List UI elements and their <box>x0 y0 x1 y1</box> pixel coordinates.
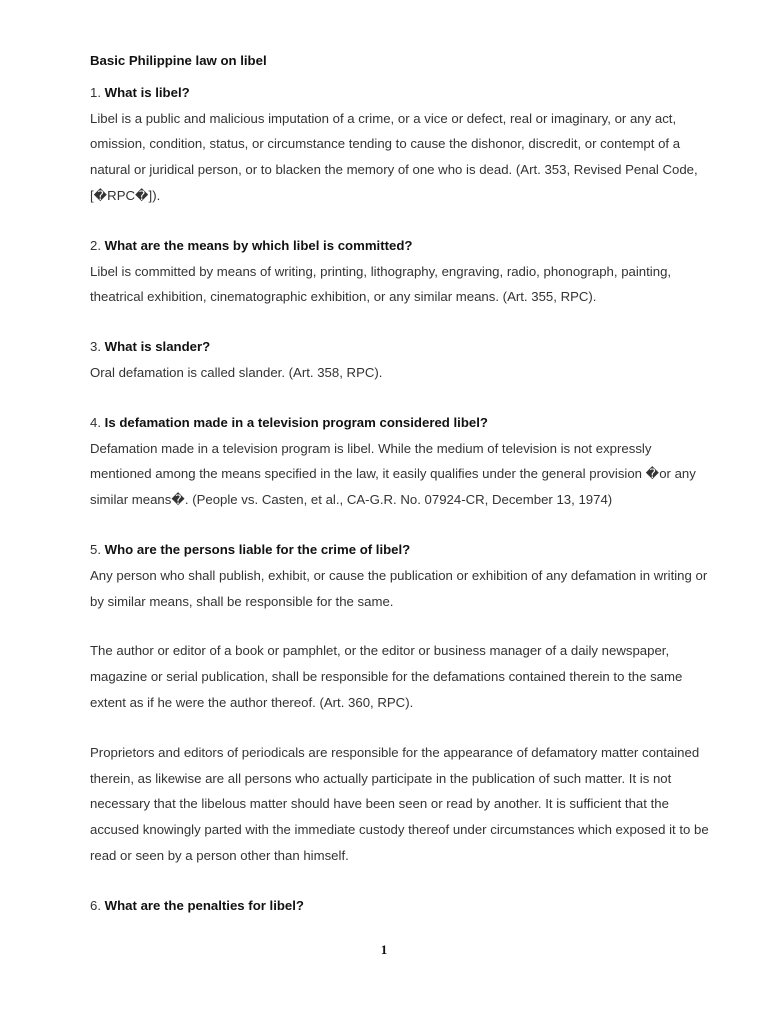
question-heading <box>90 537 715 563</box>
question-number: 3. <box>90 339 101 355</box>
section-1 <box>90 80 715 209</box>
question-number: 4. <box>90 414 101 430</box>
answer-paragraph: Libel is committed by means of writing, printing, lithography, engraving, radio, phonograph, painting, theatrical exhibition, cinematographic exhibition, or any similar means. (Art. 355, RPC). <box>90 263 672 305</box>
section-2 <box>90 233 715 310</box>
answer-paragraph: Libel is a public and malicious imputation of a crime, or a vice or defect, real or imaginary, or any act, omission, condition, status, or circumstance tending to cause the dishonor, discredit, or contempt of a natural or juridical person, or to blacken the memory of one who is dead. (Art. 353, Revised Penal Code, [�RPC�]). <box>90 110 698 203</box>
answer-paragraph: Proprietors and editors of periodicals are responsible for the appearance of defamatory matter contained therein, as likewise are all persons who actually participate in the publication of such matter. It is not necessary that the libelous matter should have been seen or read by another. It is sufficient that the accused knowingly parted with the immediate custody thereof under circumstances which exposed it to be read or seen by a person other than himself. <box>90 744 709 863</box>
answer-paragraph: The author or editor of a book or pamphlet, or the editor or business manager of a daily newspaper, magazine or serial publication, shall be responsible for the defamations contained therein to the same extent as if he were the author thereof. (Art. 360, RPC). <box>90 643 683 710</box>
question-text: Is defamation made in a television program considered libel? <box>104 414 488 430</box>
section-5 <box>90 537 715 869</box>
document-title: Basic Philippine law on libel <box>90 53 267 68</box>
question-heading <box>90 334 715 360</box>
question-number: 2. <box>90 237 101 253</box>
question-number: 6. <box>90 897 101 913</box>
question-heading <box>90 233 715 259</box>
question-number: 1. <box>90 84 101 100</box>
question-heading <box>90 410 715 436</box>
question-text: Who are the persons liable for the crime of libel? <box>104 541 411 557</box>
question-text: What is slander? <box>104 339 211 355</box>
question-heading <box>90 80 715 106</box>
section-4 <box>90 410 715 513</box>
question-heading <box>90 893 715 919</box>
page-number: 1 <box>380 942 388 957</box>
section-3 <box>90 334 715 386</box>
answer-paragraph: Any person who shall publish, exhibit, or cause the publication or exhibition of any defamation in writing or by similar means, shall be responsible for the same. <box>90 567 708 609</box>
question-text: What are the penalties for libel? <box>104 897 304 913</box>
section-6 <box>90 893 715 919</box>
question-text: What are the means by which libel is committed? <box>104 237 413 253</box>
answer-paragraph: Defamation made in a television program is libel. While the medium of television is not expressly mentioned among the means specified in the law, it easily qualifies under the general provision �or any similar means�. (People vs. Casten, et al., CA-G.R. No. 07924-CR, December 13, 1974) <box>90 440 696 508</box>
document-body <box>90 48 715 943</box>
question-number: 5. <box>90 541 101 557</box>
question-text: What is libel? <box>104 84 190 100</box>
answer-paragraph: Oral defamation is called slander. (Art. 358, RPC). <box>90 364 383 380</box>
